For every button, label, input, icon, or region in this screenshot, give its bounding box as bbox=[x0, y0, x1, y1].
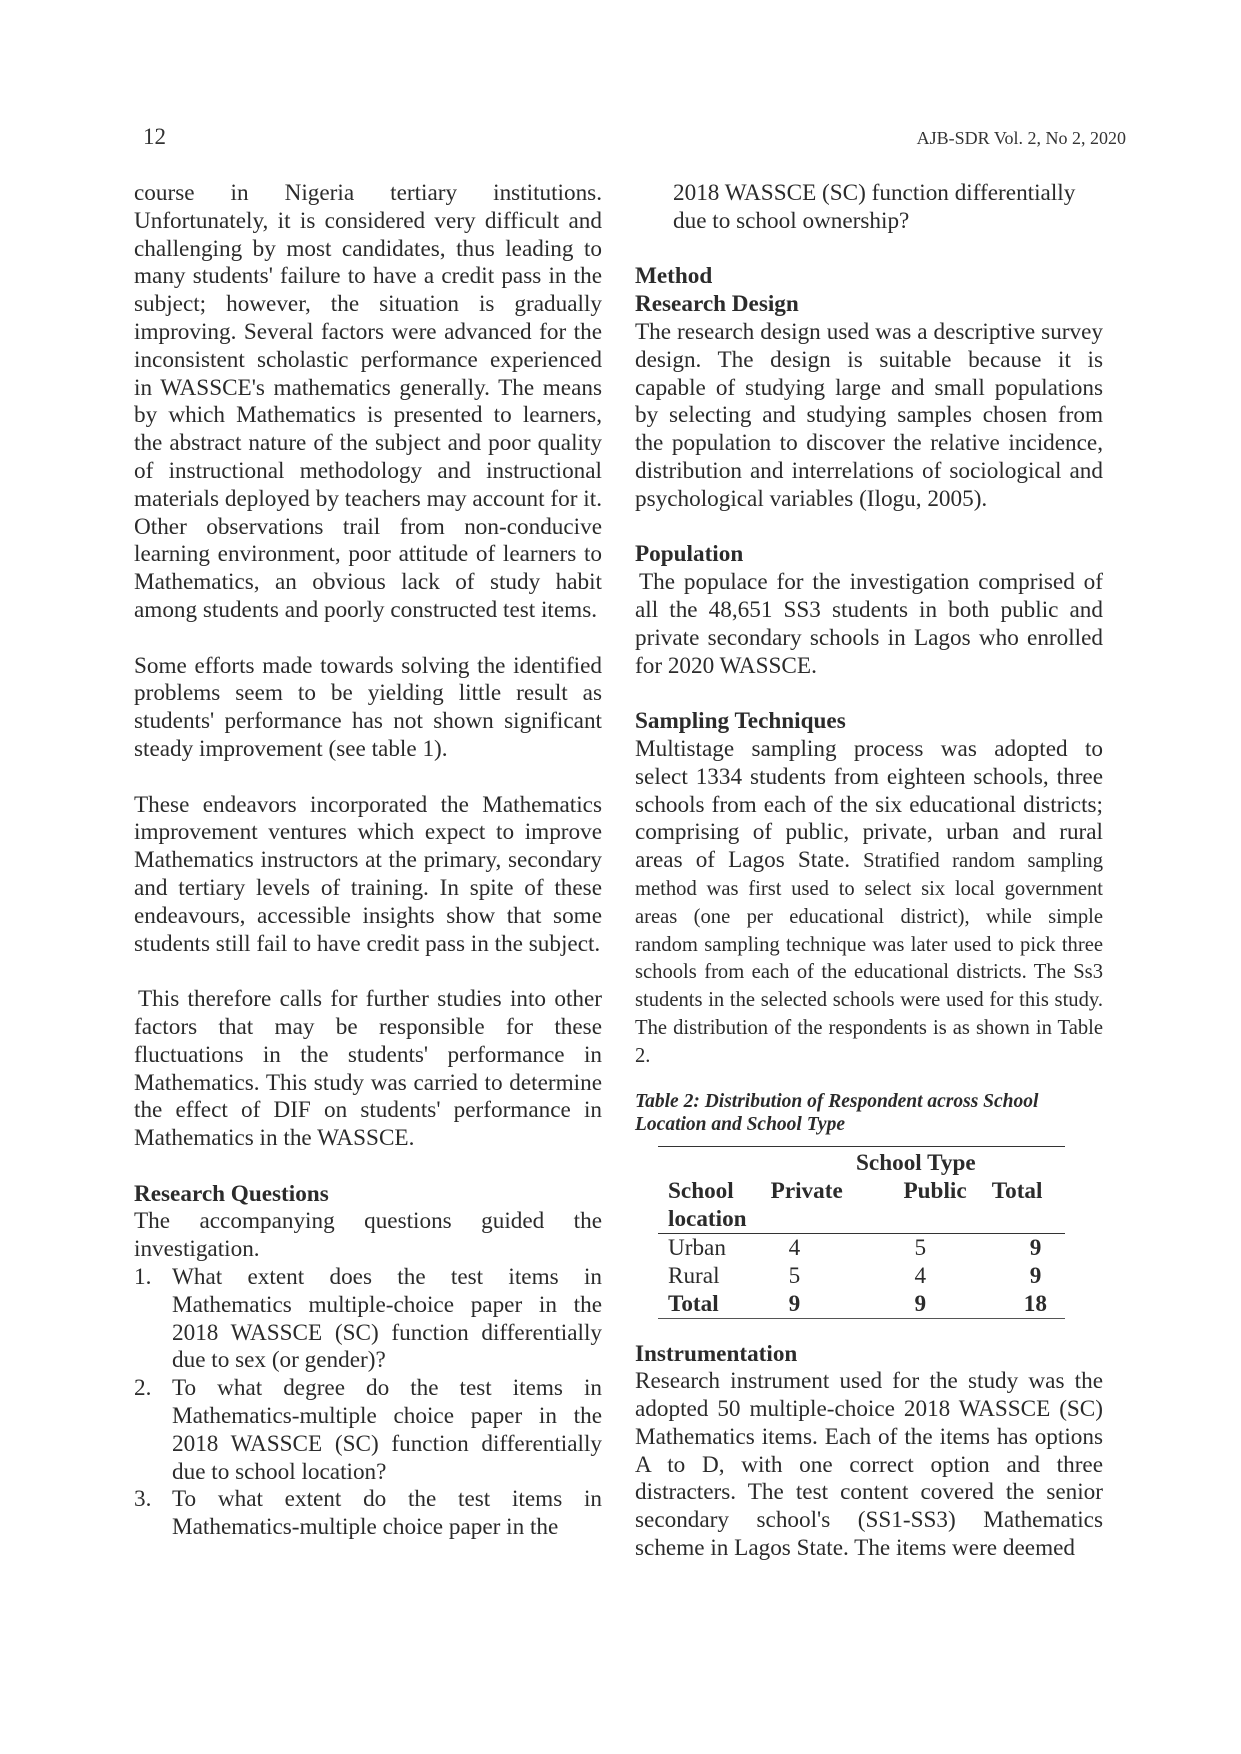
question-text: To what extent do the test items in Mathematics-multiple choice paper in the bbox=[172, 1486, 602, 1541]
sampling-heading: Sampling Techniques bbox=[635, 708, 846, 735]
research-question bbox=[134, 1375, 602, 1486]
question-number: 2. bbox=[134, 1375, 152, 1402]
left-column bbox=[134, 180, 602, 1542]
cell-private: 4 bbox=[788, 1234, 801, 1261]
research-design-heading: Research Design bbox=[635, 291, 799, 318]
instrumentation-text: Research instrument used for the study was the adopted 50 multiple-choice 2018 WASSCE (SC) Mathematics items. Each of the items has options A to D, with one correct option and three distracters. The test content covered the senior secondary school's (SS1-SS3) Mathematics scheme in Lagos State. The items were deemed bbox=[635, 1368, 1103, 1562]
cell-location: Total bbox=[658, 1290, 767, 1319]
research-question bbox=[134, 1486, 602, 1542]
question-text: What extent does the test items in Mathematics multiple-choice paper in the 2018 WASSCE (SC) function differentially due to sex (or gender)? bbox=[172, 1264, 602, 1374]
sampling-text-main: Multistage sampling process was adopted to select 1334 students from eighteen schools, three schools from each of the six educational districts; comprising of public, private, urban and rural areas of Lagos State. bbox=[635, 735, 1103, 874]
distribution-table bbox=[658, 1146, 1065, 1319]
population-text: The populace for the investigation comprised of all the 48,651 SS3 students in both public and private secondary schools in Lagos who enrolled for 2020 WASSCE. bbox=[635, 569, 1103, 679]
instrumentation-heading: Instrumentation bbox=[635, 1340, 798, 1367]
page-number: 12 bbox=[143, 124, 166, 149]
cell-public: 5 bbox=[914, 1234, 927, 1261]
page-header bbox=[0, 124, 1241, 154]
question-number: 3. bbox=[134, 1486, 152, 1513]
column-header-public: Public bbox=[888, 1177, 991, 1234]
sampling-text bbox=[635, 736, 1103, 1070]
cell-public: 9 bbox=[888, 1290, 991, 1319]
cell-public: 4 bbox=[914, 1262, 927, 1289]
column-header-total: Total bbox=[992, 1177, 1065, 1234]
table-row-total bbox=[658, 1290, 1065, 1319]
table-row bbox=[658, 1262, 1065, 1290]
research-questions-heading: Research Questions bbox=[134, 1180, 329, 1207]
paragraph-endeavors: These endeavors incorporated the Mathematics improvement ventures which expect to improve Mathematics instructors at the primary, secondary and tertiary levels of training. In spite of these endeavours, accessible insights show that some students still fail to have credit pass in the subject. bbox=[134, 791, 602, 957]
population-heading: Population bbox=[635, 541, 744, 568]
research-design-text: The research design used was a descriptive survey design. The design is suitable because it is capable of studying large and small populations by selecting and studying samples chosen from the population to discover the relative incidence, distribution and interrelations of sociological and psychological variables (Ilogu, 2005). bbox=[635, 318, 1103, 512]
question-3-continuation: 2018 WASSCE (SC) function differentially due to school ownership? bbox=[673, 180, 1076, 234]
paragraph-intro: course in Nigeria tertiary institutions. Unfortunately, it is considered very difficult and challenging by most candidates, thus leading to many students' failure to have a credit pass in the subject; however, the situation is gradually improving. Several factors were advanced for the inconsistent scholastic performance experienced in WASSCE's mathematics generally. The means by which Mathematics is presented to learners, the abstract nature of the subject and poor quality of instructional methodology and instructional materials deployed by teachers may account for it. Other observations trail from non-conducive learning environment, poor attitude of learners to Mathematics, an obvious lack of study habit among students and poorly constructed test items. bbox=[134, 180, 602, 623]
cell-total: 9 bbox=[1029, 1262, 1042, 1289]
paragraph-efforts: Some efforts made towards solving the identified problems seem to be yielding little result as students' performance has not shown significant steady improvement (see table 1). bbox=[134, 652, 602, 762]
research-questions-list bbox=[134, 1264, 602, 1542]
question-number: 1. bbox=[134, 1264, 152, 1291]
research-questions-intro: The accompanying questions guided the investigation. bbox=[134, 1208, 602, 1263]
school-type-group-header: School Type bbox=[767, 1146, 1065, 1177]
table-caption: Table 2: Distribution of Respondent across School Location and School Type bbox=[635, 1090, 1039, 1135]
cell-private: 9 bbox=[767, 1290, 889, 1319]
right-column bbox=[635, 180, 1103, 1563]
method-heading: Method bbox=[635, 263, 713, 290]
column-header-location: School location bbox=[658, 1177, 767, 1234]
cell-location: Rural bbox=[668, 1262, 720, 1289]
cell-total: 9 bbox=[1029, 1234, 1042, 1261]
column-header-private: Private bbox=[767, 1177, 889, 1234]
research-question bbox=[134, 1264, 602, 1375]
question-text: To what degree do the test items in Mathematics-multiple choice paper in the 2018 WASSCE (SC) function differentially due to school location? bbox=[172, 1375, 602, 1485]
sampling-text-detail: Stratified random sampling method was first used to select six local government areas (one per educational district), while simple random sampling technique was later used to pick three schools from each of the educational districts. The Ss3 students in the selected schools were used for this study. The distribution of the respondents is as shown in Table 2. bbox=[635, 850, 1103, 1067]
table-row bbox=[658, 1233, 1065, 1262]
paragraph-study-purpose: This therefore calls for further studies into other factors that may be responsible for these fluctuations in the students' performance in Mathematics. This study was carried to determine the effect of DIF on students' performance in Mathematics in the WASSCE. bbox=[134, 986, 602, 1152]
cell-total: 18 bbox=[992, 1290, 1065, 1319]
journal-reference: AJB-SDR Vol. 2, No 2, 2020 bbox=[916, 128, 1126, 148]
cell-private: 5 bbox=[788, 1262, 801, 1289]
cell-location: Urban bbox=[668, 1234, 726, 1261]
